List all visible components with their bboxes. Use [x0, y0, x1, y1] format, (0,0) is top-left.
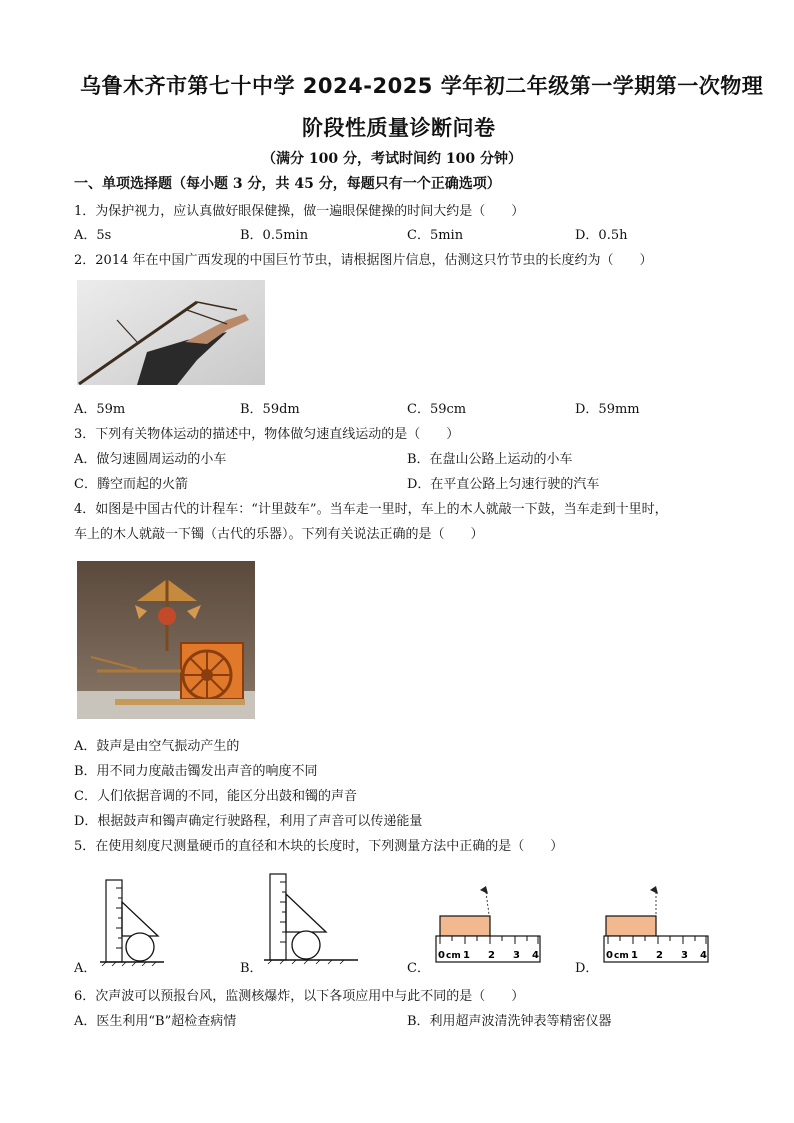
- ruler-c-mark-1: 1: [463, 950, 470, 961]
- question-1-stem: 1．为保护视力，应认真做好眼保健操，做一遍眼保健操的时间大约是（ ）: [74, 204, 525, 219]
- q1-option-a[interactable]: A．5s: [74, 228, 112, 243]
- q5-option-d[interactable]: D．: [575, 961, 599, 976]
- coin-measure-diagram-b: [258, 870, 362, 968]
- q3-option-a[interactable]: A．做匀速圆周运动的小车: [74, 452, 227, 467]
- q3-option-c[interactable]: C．腾空而起的火箭: [74, 477, 188, 492]
- q2-option-d[interactable]: D．59mm: [575, 402, 640, 417]
- q3-option-d[interactable]: D．在平直公路上匀速行驶的汽车: [407, 477, 600, 492]
- q6-option-a[interactable]: A．医生利用“B”超检查病情: [74, 1014, 237, 1029]
- stick-insect-photo: [77, 280, 265, 385]
- q4-option-a[interactable]: A．鼓声是由空气振动产生的: [74, 739, 240, 754]
- ruler-c-mark-3: 3: [513, 950, 520, 961]
- q4-option-b[interactable]: B．用不同力度敲击镯发出声音的响度不同: [74, 764, 318, 779]
- ruler-d-zero: 0: [606, 950, 613, 961]
- block-measure-diagram-d: [602, 884, 712, 966]
- ruler-c-zero: 0: [438, 950, 445, 961]
- section-heading: 一、单项选择题（每小题 3 分，共 45 分，每题只有一个正确选项）: [74, 176, 501, 192]
- exam-title-line2: 阶段性质量诊断问卷: [302, 116, 496, 140]
- q1-option-b[interactable]: B．0.5min: [240, 228, 309, 243]
- q2-option-b[interactable]: B．59dm: [240, 402, 300, 417]
- ruler-d-mark-2: 2: [656, 950, 663, 961]
- q4-option-c[interactable]: C．人们依据音调的不同，能区分出鼓和镯的声音: [74, 789, 357, 804]
- q4-option-d[interactable]: D．根据鼓声和镯声确定行驶路程，利用了声音可以传递能量: [74, 814, 423, 829]
- q5-option-c[interactable]: C．: [407, 961, 430, 976]
- ruler-d-mark-4: 4: [700, 950, 707, 961]
- question-3-stem: 3．下列有关物体运动的描述中，物体做匀速直线运动的是（ ）: [74, 427, 460, 442]
- block-measure-diagram-c: [434, 884, 544, 966]
- question-2-stem: 2．2014 年在中国广西发现的中国巨竹节虫，请根据图片信息，估测这只竹节虫的长度约为（ ）: [74, 253, 653, 268]
- q5-option-b[interactable]: B．: [240, 961, 263, 976]
- question-4-stem-line2: 车上的木人就敲一下镯（古代的乐器）。下列有关说法正确的是（ ）: [74, 527, 484, 542]
- ruler-c-unit: cm: [446, 951, 461, 961]
- drum-cart-photo: [77, 561, 255, 719]
- ruler-d-mark-3: 3: [681, 950, 688, 961]
- q5-option-a[interactable]: A．: [74, 961, 97, 976]
- ruler-d-unit: cm: [614, 951, 629, 961]
- exam-meta: （满分 100 分，考试时间约 100 分钟）: [262, 151, 522, 167]
- q2-option-c[interactable]: C．59cm: [407, 402, 467, 417]
- q6-option-b[interactable]: B．利用超声波清洗钟表等精密仪器: [407, 1014, 612, 1029]
- exam-title-line1: 乌鲁木齐市第七十中学 2024-2025 学年初二年级第一学期第一次物理: [80, 74, 764, 98]
- q3-option-b[interactable]: B．在盘山公路上运动的小车: [407, 452, 573, 467]
- question-5-stem: 5．在使用刻度尺测量硬币的直径和木块的长度时，下列测量方法中正确的是（ ）: [74, 839, 564, 854]
- question-6-stem: 6．次声波可以预报台风，监测核爆炸，以下各项应用中与此不同的是（ ）: [74, 989, 525, 1004]
- ruler-d-mark-1: 1: [631, 950, 638, 961]
- q1-option-d[interactable]: D．0.5h: [575, 228, 628, 243]
- question-4-stem-line1: 4．如图是中国古代的计程车：“计里鼓车”。当车走一里时，车上的木人就敲一下鼓，当车走到十里时，: [74, 502, 668, 517]
- q1-option-c[interactable]: C．5min: [407, 228, 464, 243]
- coin-measure-diagram-a: [92, 876, 172, 968]
- ruler-c-mark-2: 2: [488, 950, 495, 961]
- q2-option-a[interactable]: A．59m: [74, 402, 126, 417]
- ruler-c-mark-4: 4: [532, 950, 539, 961]
